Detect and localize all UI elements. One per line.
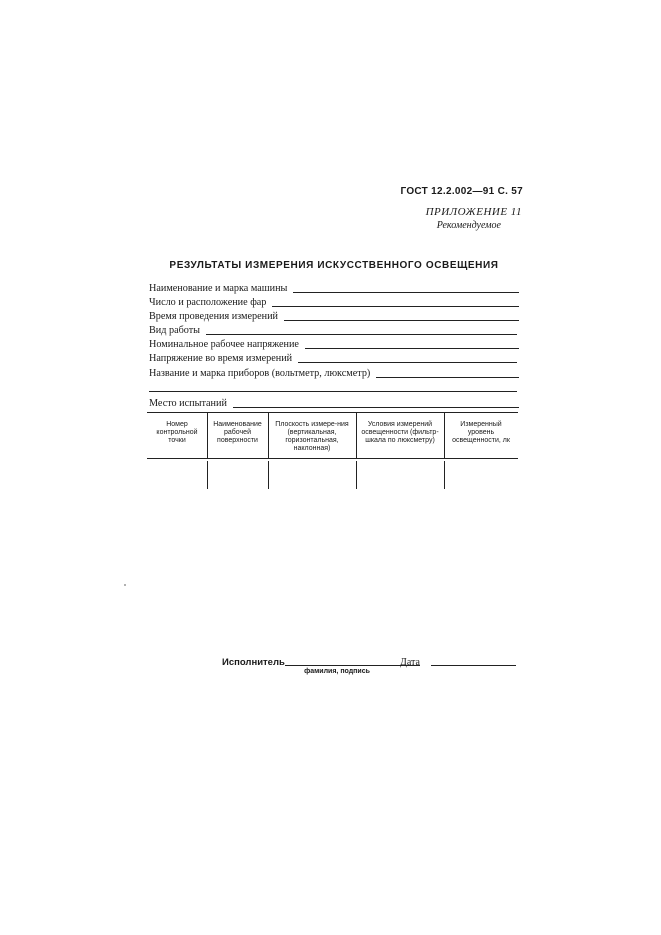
appendix-status: Рекомендуемое [436,220,501,231]
date-label: Дата [400,657,420,668]
fill-line[interactable] [298,353,517,363]
field-label: Время проведения измерений [149,311,278,322]
fill-line[interactable] [272,297,519,307]
document-title: РЕЗУЛЬТАТЫ ИЗМЕРЕНИЯ ИСКУССТВЕННОГО ОСВЕЩЕНИЯ [169,260,499,271]
table-header-work-surface: Наименование рабочей поверхности [213,421,262,444]
table-header-point-number: Номер контрольной точки [156,421,198,444]
field-label: Число и расположение фар [149,297,267,308]
date-fill-line[interactable] [431,665,516,666]
column-separator [268,461,269,489]
field-measurement-time [149,309,519,323]
blank-fill-line[interactable] [149,391,517,392]
fill-line[interactable] [293,283,519,293]
fill-line[interactable] [305,339,519,349]
field-headlights [149,295,519,309]
table-header-measured-illuminance: Измеренный уровень освещенности, лк [452,421,510,444]
fill-line[interactable] [376,368,519,378]
column-separator [356,412,357,458]
field-measured-voltage [149,351,517,365]
scan-speck [124,584,126,586]
appendix-label: ПРИЛОЖЕНИЕ 11 [425,206,522,218]
field-label: Наименование и марка машины [149,283,288,294]
table-header-rule [147,458,518,459]
column-separator [444,461,445,489]
column-separator [444,412,445,458]
column-separator [356,461,357,489]
field-label: Номинальное рабочее напряжение [149,339,299,350]
fill-line[interactable] [233,398,519,408]
table-header-measurement-plane: Плоскость измере-ния (вертикальная, горизонтальная, наклонная) [275,421,349,452]
field-machine-name [149,281,519,295]
field-test-site [149,396,519,410]
column-separator [268,412,269,458]
field-label: Название и марка приборов (вольтметр, люксметр) [149,368,371,379]
table-top-rule [147,412,518,413]
signature-caption: фамилия, подпись [304,668,370,675]
field-label: Место испытаний [149,398,227,409]
field-label: Вид работы [149,325,201,336]
field-instruments [149,366,519,380]
fill-line[interactable] [206,325,517,335]
column-separator [207,461,208,489]
gost-page-code: ГОСТ 12.2.002—91 С. 57 [400,186,523,197]
table-header-measurement-conditions: Условия измерений освещенности (фильтр-шкала по люксметру) [361,421,439,444]
field-nominal-voltage [149,337,519,351]
executor-label: Исполнитель [222,657,285,668]
field-work-type [149,323,517,337]
fill-line[interactable] [284,311,519,321]
field-label: Напряжение во время измерений [149,353,293,364]
